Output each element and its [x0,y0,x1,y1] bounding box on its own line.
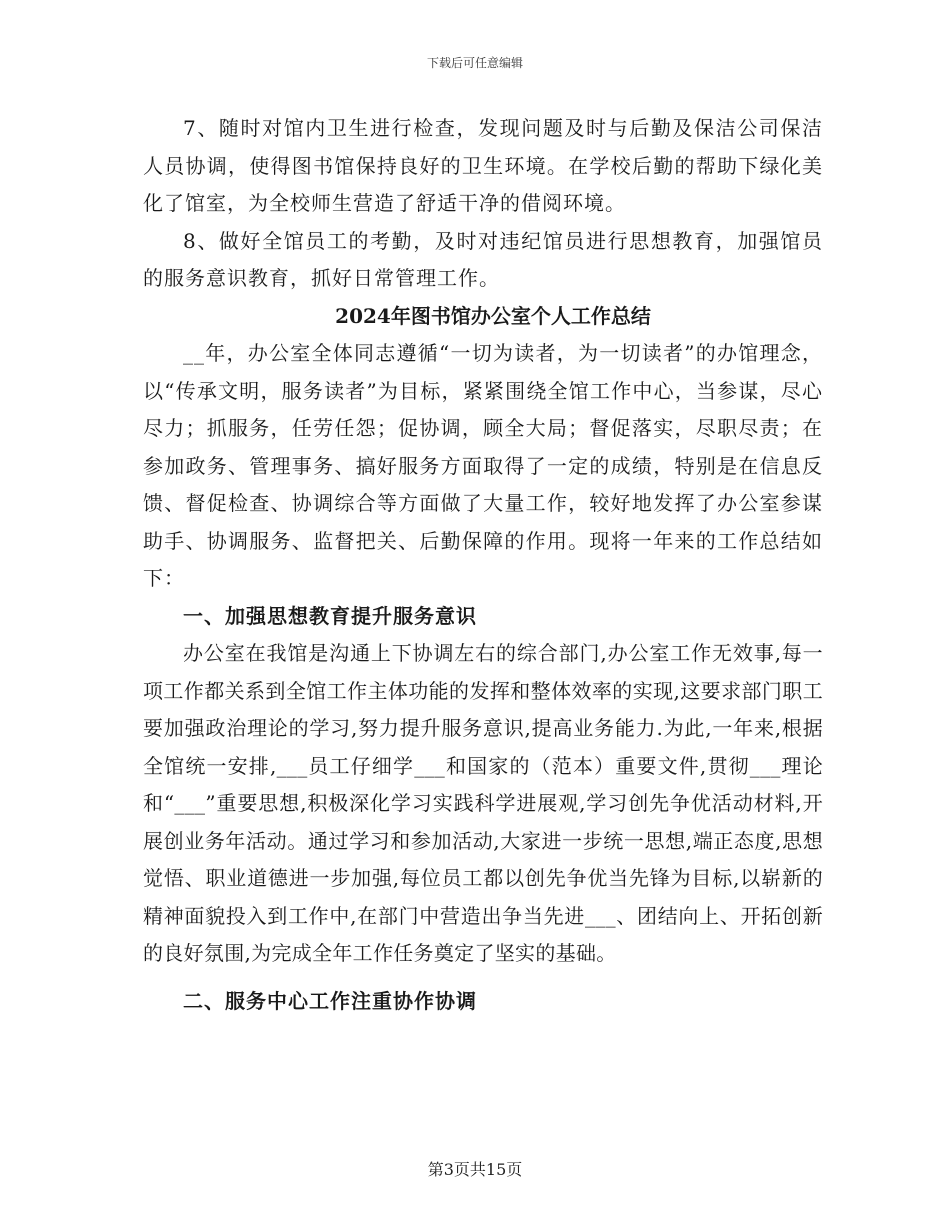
header-note: 下载后可任意编辑 [426,56,523,70]
page-number: 第3页共15页 [427,1160,523,1179]
section-1-body: 办公室在我馆是沟通上下协调左右的综合部门,办公室工作无效事,每一项工作都关系到全馆工作主体功能的发挥和整体效率的实现,这要求部门职工要加强政治理论的学习,努力提升服务意识,提高业务能力.为此,一年来,根据全馆统一安排,___员工仔细学___和国家的（范本）重要文件,贯彻___理论和“___”重要思想,积极深化学习实践科学进展观,学习创先争优活动材料,开展创业务年活动。通过学习和参加活动,大家进一步统一思想,端正态度,思想觉悟、职业道德进一步加强,每位员工都以创先争优当先锋为目标,以崭新的精神面貌投入到工作中,在部门中营造出争当先进___、团结向上、开拓创新的良好氛围,为完成全年工作任务奠定了坚实的基础。 [143,641,823,965]
intro-paragraph: __年，办公室全体同志遵循“一切为读者，为一切读者”的办馆理念，以“传承文明，服务读者”为目标，紧紧围绕全馆工作中心，当参谋，尽心尽力；抓服务，任劳任怨；促协调，顾全大局；督促落实，尽职尽责；在参加政务、管理事务、搞好服务方面取得了一定的成绩，特别是在信息反馈、督促检查、协调综合等方面做了大量工作，较好地发挥了办公室参谋助手、协调服务、监督把关、后勤保障的作用。现将一年来的工作总结如下： [143,341,823,590]
paragraph-item-7: 7、随时对馆内卫生进行检查，发现问题及时与后勤及保洁公司保洁人员协调，使得图书馆保持良好的卫生环境。在学校后勤的帮助下绿化美化了馆室，为全校师生营造了舒适干净的借阅环境。 [143,116,823,215]
paragraph-item-8: 8、做好全馆员工的考勤，及时对违纪馆员进行思想教育，加强馆员的服务意识教育，抓好日常管理工作。 [143,228,823,290]
section-2-heading: 二、服务中心工作注重协作协调 [183,988,477,1013]
section-1-heading: 一、加强思想教育提升服务意识 [183,603,477,628]
document-body [143,110,823,1020]
document-title: 2024年图书馆办公室个人工作总结 [335,303,651,328]
